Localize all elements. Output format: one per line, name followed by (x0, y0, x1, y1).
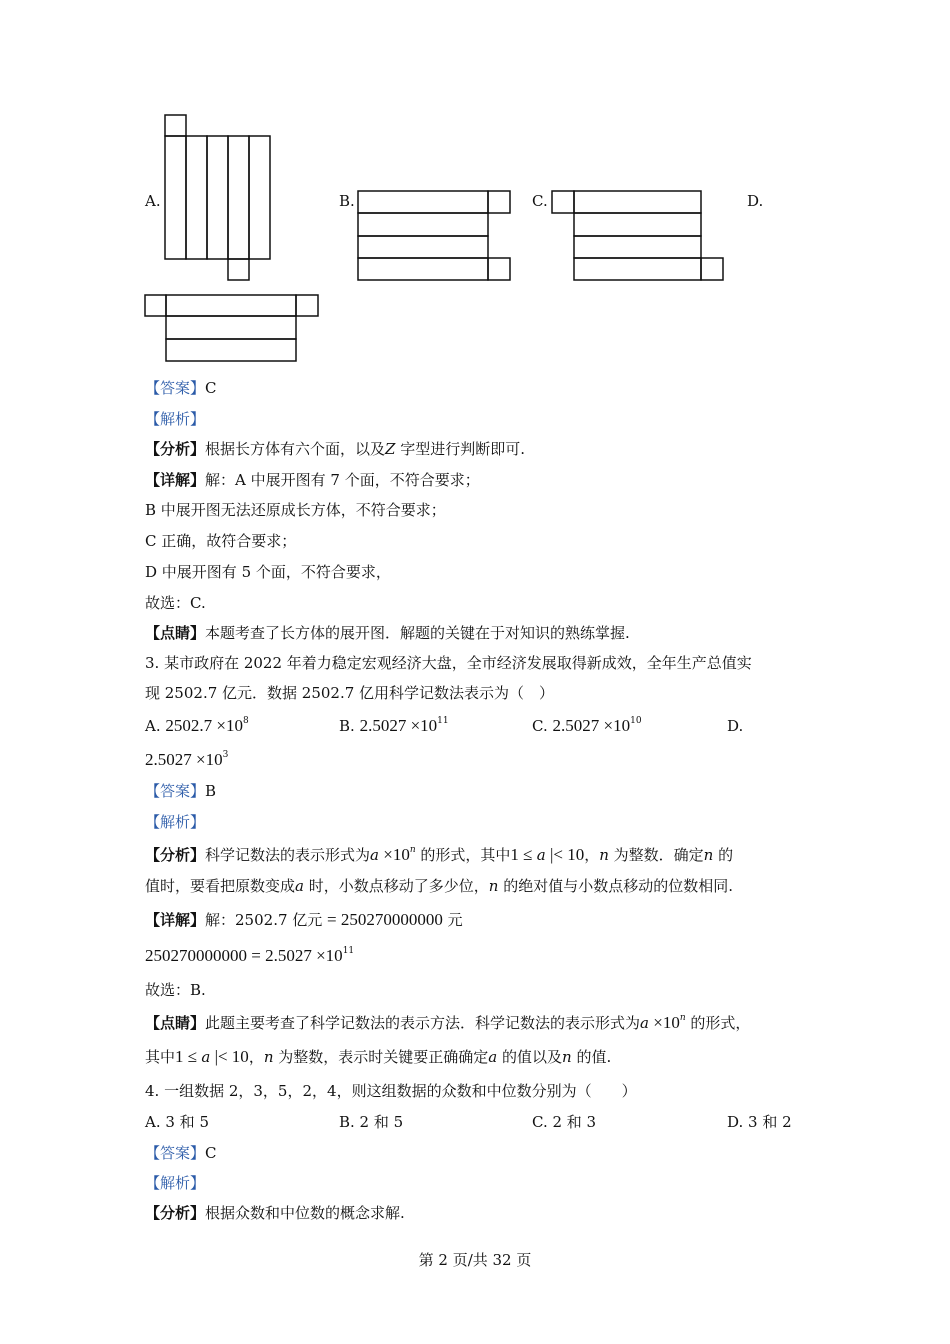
fenxi-text: 根据长方体有六个面，以及 (205, 440, 386, 458)
net-d-row-3 (166, 339, 296, 361)
q3-dianjing-line-2 (145, 1047, 611, 1067)
q3-guxuan: 故选：B. (145, 981, 206, 999)
q3-option-c-label: C. (532, 717, 548, 735)
q2-line-d: D 中展开图有 5 个面，不符合要求， (145, 563, 391, 581)
text: ， (584, 846, 600, 864)
text: 的 (713, 846, 734, 864)
fenxi-tag: 【分析】 (145, 846, 206, 864)
unit: 元 (442, 911, 463, 929)
net-d-tab-right (296, 295, 318, 316)
calc-equation: 250270000000 = 2.5027 ×10 (145, 946, 343, 965)
q4-answer-line (145, 1143, 217, 1163)
q4-option-d: D. 3 和 2 (727, 1113, 792, 1131)
var-a: a (201, 1048, 211, 1066)
fenxi-text: 根据众数和中位数的概念求解. (205, 1204, 405, 1222)
xiangjie-tag: 【详解】 (145, 911, 206, 929)
text: 的形式，其中 (415, 846, 511, 864)
answer-value: C (205, 379, 217, 397)
q3-answer-line (145, 781, 216, 801)
var-n: n (562, 1048, 572, 1066)
var-n: n (703, 846, 714, 864)
q3-option-b-exp: 11 (437, 716, 449, 726)
net-diagram-d (0, 0, 950, 380)
q3-stem-line-2: 现 2502.7 亿元．数据 2502.7 亿用科学记数法表示为（ ） (145, 684, 555, 702)
q2-guxuan: 故选：C. (145, 594, 206, 612)
q4-option-b: B. 2 和 5 (339, 1113, 404, 1131)
var-a: a (488, 1048, 498, 1066)
fenxi-z: Z (385, 440, 396, 458)
q3-option-a-base: 2502.7 ×10 (165, 716, 243, 735)
q3-option-d-base: 2.5027 ×10 (145, 750, 223, 769)
q4-stem: 4. 一组数据 2，3，5，2，4，则这组数据的众数和中位数分别为（ ） (145, 1082, 637, 1100)
net-d-row-2 (166, 316, 296, 339)
q3-option-a-label: A. (145, 717, 161, 735)
q4-option-c: C. 2 和 3 (532, 1113, 597, 1131)
analysis-tag: 【解析】 (145, 1174, 206, 1192)
q3-fenxi-line-2 (145, 876, 733, 896)
dianjing-tag: 【点睛】 (145, 624, 206, 642)
fenxi-tag: 【分析】 (145, 1204, 206, 1222)
answer-tag: 【答案】 (145, 1144, 206, 1162)
ineq-right: |< 10 (210, 1047, 249, 1066)
var-n: n (263, 1048, 274, 1066)
text: 科学记数法的表示形式为 (205, 846, 371, 864)
calc-exponent: 11 (342, 946, 355, 956)
ineq-right: |< 10 (545, 845, 585, 864)
equation: = 250270000000 (327, 910, 443, 929)
fenxi-tag: 【分析】 (145, 440, 206, 458)
q3-option-c-base: 2.5027 ×10 (552, 716, 631, 735)
times-ten: ×10 (648, 1013, 680, 1032)
text: 的值. (571, 1048, 612, 1066)
page-footer: 第 2 页/共 32 页 (418, 1251, 532, 1269)
text: 的绝对值与小数点移动的位数相同. (498, 877, 733, 895)
text: 时，小数点移动了多少位， (303, 877, 489, 895)
q3-fenxi-line-1 (145, 845, 733, 865)
q2-line-b: B 中展开图无法还原成长方体，不符合要求； (145, 501, 446, 519)
analysis-tag: 【解析】 (145, 410, 206, 428)
q3-option-d-exp: 3 (222, 750, 229, 760)
q4-fenxi-line (145, 1203, 405, 1223)
fenxi-text-end: 字型进行判断即可. (395, 440, 526, 458)
text: ， (248, 1048, 264, 1066)
q2-answer-line (145, 378, 217, 398)
q3-option-a (145, 716, 249, 736)
times-ten: ×10 (378, 845, 410, 864)
net-d-tab-left (145, 295, 166, 316)
q3-option-d-label: D. (727, 717, 744, 735)
q4-option-a: A. 3 和 5 (145, 1113, 209, 1131)
option-d-label: D. (747, 192, 764, 210)
q3-calc-line (145, 946, 354, 966)
text: 解：2502.7 亿元 (205, 911, 328, 929)
q2-fenxi-line (145, 439, 525, 459)
q3-option-d (145, 750, 228, 770)
q3-option-b (339, 716, 449, 736)
answer-tag: 【答案】 (145, 379, 206, 397)
ineq-left: 1 ≤ (510, 845, 537, 864)
option-c-label: C. (532, 192, 548, 210)
exp-n: n (409, 845, 416, 855)
q4-analysis-heading (145, 1173, 205, 1193)
option-a-label: A. (145, 192, 161, 210)
xiangjie-text: 解：A 中展开图有 7 个面，不符合要求； (205, 471, 480, 489)
text: 值时，要看把原数变成 (145, 877, 296, 895)
text: 其中 (145, 1048, 176, 1066)
answer-value: B (205, 782, 217, 800)
q3-stem-line-1: 3. 某市政府在 2022 年着力稳定宏观经济大盘，全市经济发展取得新成效，全年生产总值实 (145, 654, 752, 672)
q3-dianjing-line-1 (145, 1013, 750, 1033)
answer-tag: 【答案】 (145, 782, 206, 800)
q2-dianjing-line (145, 623, 630, 643)
ineq-left: 1 ≤ (175, 1047, 202, 1066)
var-n: n (488, 877, 499, 895)
q3-option-c-exp: 10 (630, 716, 642, 726)
q2-xiangjie-line (145, 470, 480, 490)
var-a: a (536, 846, 546, 864)
q3-xiangjie-line (145, 910, 463, 930)
q2-line-c: C 正确，故符合要求； (145, 532, 297, 550)
exp-n: n (679, 1013, 686, 1023)
text: 为整数．确定 (608, 846, 704, 864)
text: 的形式， (685, 1014, 751, 1032)
dianjing-tag: 【点睛】 (145, 1014, 206, 1032)
q3-option-a-exp: 8 (242, 716, 249, 726)
text: 为整数，表示时关键要正确确定 (273, 1048, 489, 1066)
var-a: a (640, 1014, 649, 1032)
option-b-label: B. (339, 192, 355, 210)
var-a: a (295, 877, 304, 895)
q3-option-c (532, 716, 642, 736)
text: 的值以及 (497, 1048, 563, 1066)
q3-analysis-heading (145, 812, 205, 832)
dianjing-text: 本题考查了长方体的展开图．解题的关键在于对知识的熟练掌握. (205, 624, 630, 642)
q3-option-b-label: B. (339, 717, 355, 735)
answer-value: C (205, 1144, 217, 1162)
xiangjie-tag: 【详解】 (145, 471, 206, 489)
var-a: a (370, 846, 379, 864)
net-d-row-1 (166, 295, 296, 316)
analysis-tag: 【解析】 (145, 813, 206, 831)
text: 此题主要考查了科学记数法的表示方法．科学记数法的表示形式为 (205, 1014, 641, 1032)
var-n: n (599, 846, 609, 864)
q3-option-b-base: 2.5027 ×10 (359, 716, 438, 735)
q2-analysis-heading (145, 409, 205, 429)
